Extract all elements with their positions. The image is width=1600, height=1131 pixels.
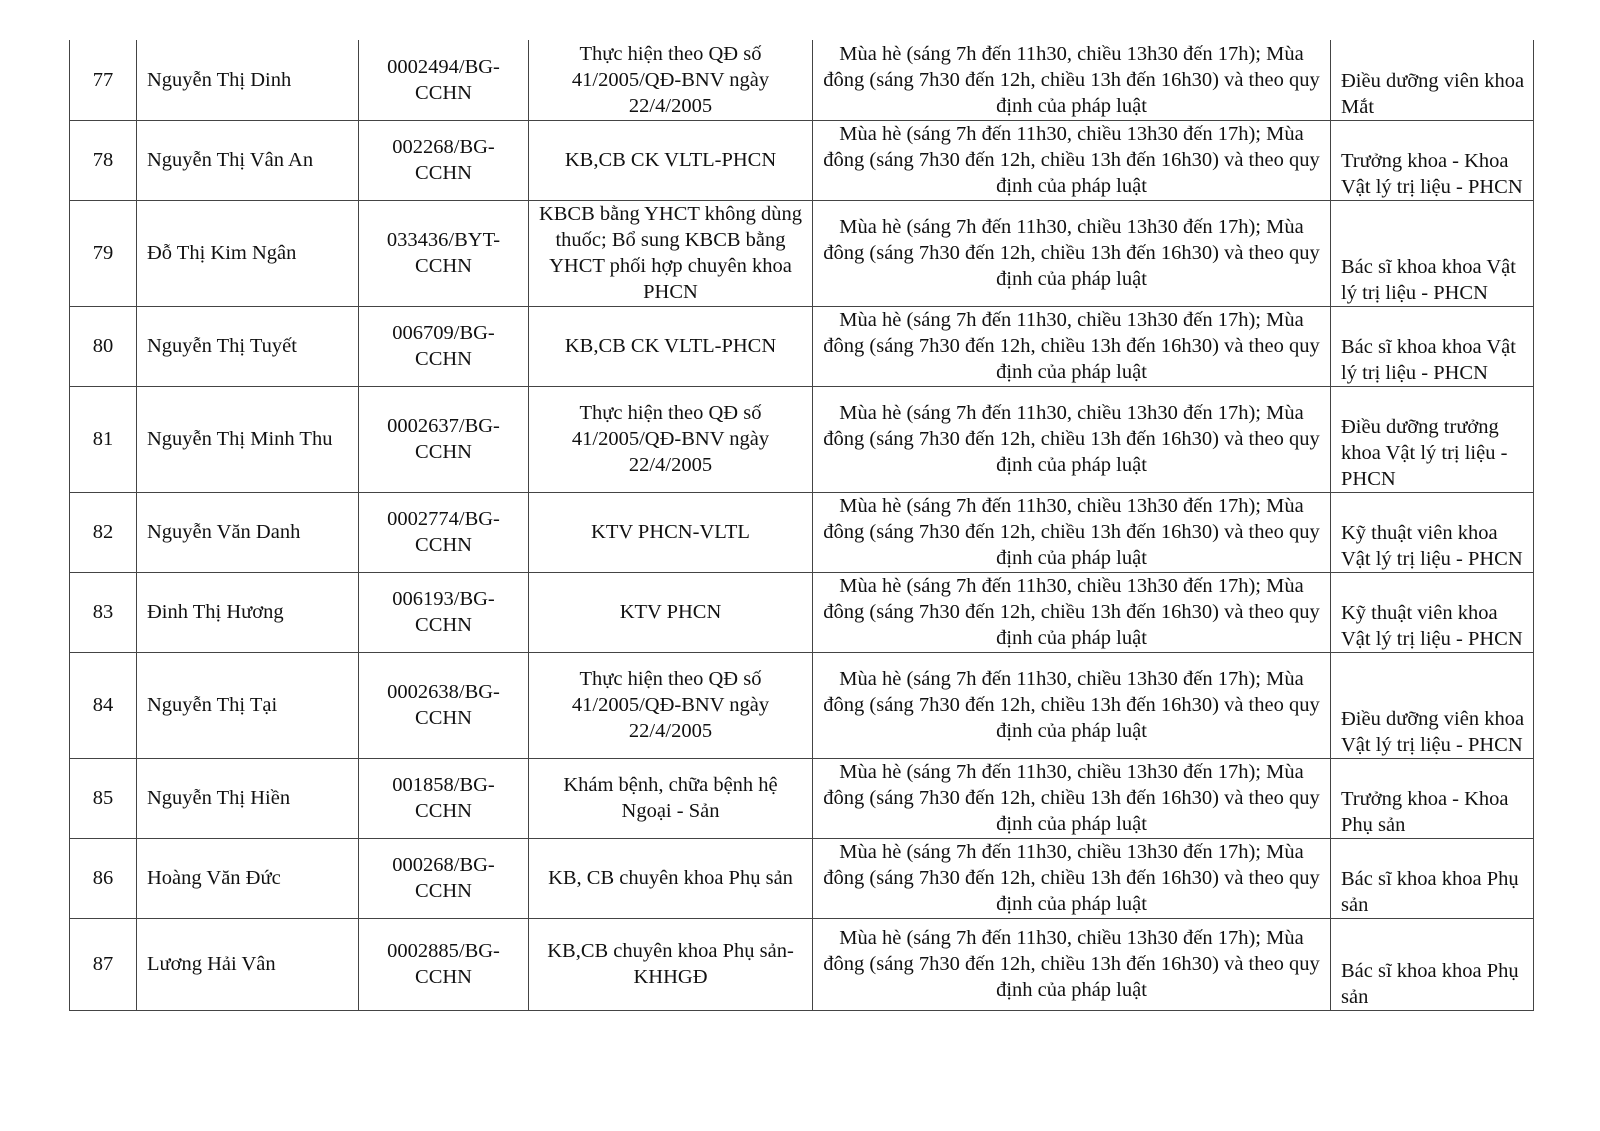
- table-row: [70, 306, 1534, 386]
- table-row: [70, 386, 1534, 492]
- practice-scope: KBCB bằng YHCT không dùng thuốc; Bổ sung KBCB bằng YHCT phối hợp chuyên khoa PHCN: [529, 200, 813, 306]
- working-hours: Mùa hè (sáng 7h đến 11h30, chiều 13h30 đến 17h); Mùa đông (sáng 7h30 đến 12h, chiều 13h đến 16h30) và theo quy định của pháp luật: [813, 306, 1331, 386]
- practice-scope: Thực hiện theo QĐ số 41/2005/QĐ-BNV ngày 22/4/2005: [529, 652, 813, 758]
- certificate-number: 033436/BYT-CCHN: [359, 200, 529, 306]
- working-hours: Mùa hè (sáng 7h đến 11h30, chiều 13h30 đến 17h); Mùa đông (sáng 7h30 đến 12h, chiều 13h đến 16h30) và theo quy định của pháp luật: [813, 386, 1331, 492]
- table-row: [70, 40, 1534, 120]
- working-hours: Mùa hè (sáng 7h đến 11h30, chiều 13h30 đến 17h); Mùa đông (sáng 7h30 đến 12h, chiều 13h đến 16h30) và theo quy định của pháp luật: [813, 492, 1331, 572]
- staff-name: Nguyễn Thị Vân An: [137, 120, 359, 200]
- table-row: [70, 120, 1534, 200]
- staff-name: Đinh Thị Hương: [137, 572, 359, 652]
- staff-name: Nguyễn Văn Danh: [137, 492, 359, 572]
- position-title: Kỹ thuật viên khoa Vật lý trị liệu - PHCN: [1331, 492, 1534, 572]
- practice-scope: Thực hiện theo QĐ số 41/2005/QĐ-BNV ngày 22/4/2005: [529, 40, 813, 120]
- practice-scope: Khám bệnh, chữa bệnh hệ Ngoại - Sản: [529, 758, 813, 838]
- certificate-number: 0002637/BG-CCHN: [359, 386, 529, 492]
- position-title: Điều dưỡng viên khoa Mắt: [1331, 40, 1534, 120]
- staff-name: Lương Hải Vân: [137, 918, 359, 1010]
- position-title: Kỹ thuật viên khoa Vật lý trị liệu - PHCN: [1331, 572, 1534, 652]
- row-number: 86: [70, 838, 137, 918]
- position-title: Trưởng khoa - Khoa Phụ sản: [1331, 758, 1534, 838]
- practice-scope: KTV PHCN-VLTL: [529, 492, 813, 572]
- certificate-number: 0002494/BG-CCHN: [359, 40, 529, 120]
- certificate-number: 002268/BG-CCHN: [359, 120, 529, 200]
- position-title: Bác sĩ khoa khoa Vật lý trị liệu - PHCN: [1331, 200, 1534, 306]
- working-hours: Mùa hè (sáng 7h đến 11h30, chiều 13h30 đến 17h); Mùa đông (sáng 7h30 đến 12h, chiều 13h đến 16h30) và theo quy định của pháp luật: [813, 758, 1331, 838]
- working-hours: Mùa hè (sáng 7h đến 11h30, chiều 13h30 đến 17h); Mùa đông (sáng 7h30 đến 12h, chiều 13h đến 16h30) và theo quy định của pháp luật: [813, 120, 1331, 200]
- position-title: Điều dưỡng viên khoa Vật lý trị liệu - PHCN: [1331, 652, 1534, 758]
- table-row: [70, 838, 1534, 918]
- position-title: Bác sĩ khoa khoa Vật lý trị liệu - PHCN: [1331, 306, 1534, 386]
- position-title: Bác sĩ khoa khoa Phụ sản: [1331, 838, 1534, 918]
- row-number: 79: [70, 200, 137, 306]
- table-row: [70, 918, 1534, 1010]
- position-title: Điều dưỡng trưởng khoa Vật lý trị liệu - PHCN: [1331, 386, 1534, 492]
- working-hours: Mùa hè (sáng 7h đến 11h30, chiều 13h30 đến 17h); Mùa đông (sáng 7h30 đến 12h, chiều 13h đến 16h30) và theo quy định của pháp luật: [813, 200, 1331, 306]
- working-hours: Mùa hè (sáng 7h đến 11h30, chiều 13h30 đến 17h); Mùa đông (sáng 7h30 đến 12h, chiều 13h đến 16h30) và theo quy định của pháp luật: [813, 40, 1331, 120]
- certificate-number: 0002774/BG-CCHN: [359, 492, 529, 572]
- certificate-number: 0002885/BG-CCHN: [359, 918, 529, 1010]
- row-number: 85: [70, 758, 137, 838]
- staff-name: Nguyễn Thị Dinh: [137, 40, 359, 120]
- certificate-number: 000268/BG-CCHN: [359, 838, 529, 918]
- certificate-number: 0002638/BG-CCHN: [359, 652, 529, 758]
- staff-table: [69, 40, 1534, 1011]
- practice-scope: KTV PHCN: [529, 572, 813, 652]
- staff-name: Nguyễn Thị Hiền: [137, 758, 359, 838]
- practice-scope: Thực hiện theo QĐ số 41/2005/QĐ-BNV ngày 22/4/2005: [529, 386, 813, 492]
- position-title: Trưởng khoa - Khoa Vật lý trị liệu - PHCN: [1331, 120, 1534, 200]
- practice-scope: KB,CB CK VLTL-PHCN: [529, 306, 813, 386]
- row-number: 84: [70, 652, 137, 758]
- row-number: 82: [70, 492, 137, 572]
- certificate-number: 006193/BG-CCHN: [359, 572, 529, 652]
- practice-scope: KB,CB chuyên khoa Phụ sản-KHHGĐ: [529, 918, 813, 1010]
- working-hours: Mùa hè (sáng 7h đến 11h30, chiều 13h30 đến 17h); Mùa đông (sáng 7h30 đến 12h, chiều 13h đến 16h30) và theo quy định của pháp luật: [813, 652, 1331, 758]
- practice-scope: KB, CB chuyên khoa Phụ sản: [529, 838, 813, 918]
- table-row: [70, 572, 1534, 652]
- staff-name: Hoàng Văn Đức: [137, 838, 359, 918]
- row-number: 80: [70, 306, 137, 386]
- row-number: 78: [70, 120, 137, 200]
- row-number: 81: [70, 386, 137, 492]
- certificate-number: 006709/BG-CCHN: [359, 306, 529, 386]
- certificate-number: 001858/BG-CCHN: [359, 758, 529, 838]
- staff-name: Đỗ Thị Kim Ngân: [137, 200, 359, 306]
- working-hours: Mùa hè (sáng 7h đến 11h30, chiều 13h30 đến 17h); Mùa đông (sáng 7h30 đến 12h, chiều 13h đến 16h30) và theo quy định của pháp luật: [813, 918, 1331, 1010]
- working-hours: Mùa hè (sáng 7h đến 11h30, chiều 13h30 đến 17h); Mùa đông (sáng 7h30 đến 12h, chiều 13h đến 16h30) và theo quy định của pháp luật: [813, 572, 1331, 652]
- table-body: [70, 40, 1534, 1010]
- working-hours: Mùa hè (sáng 7h đến 11h30, chiều 13h30 đến 17h); Mùa đông (sáng 7h30 đến 12h, chiều 13h đến 16h30) và theo quy định của pháp luật: [813, 838, 1331, 918]
- table-row: [70, 758, 1534, 838]
- row-number: 77: [70, 40, 137, 120]
- position-title: Bác sĩ khoa khoa Phụ sản: [1331, 918, 1534, 1010]
- table-row: [70, 492, 1534, 572]
- row-number: 87: [70, 918, 137, 1010]
- staff-name: Nguyễn Thị Minh Thu: [137, 386, 359, 492]
- staff-name: Nguyễn Thị Tại: [137, 652, 359, 758]
- row-number: 83: [70, 572, 137, 652]
- table-row: [70, 200, 1534, 306]
- table-row: [70, 652, 1534, 758]
- practice-scope: KB,CB CK VLTL-PHCN: [529, 120, 813, 200]
- staff-name: Nguyễn Thị Tuyết: [137, 306, 359, 386]
